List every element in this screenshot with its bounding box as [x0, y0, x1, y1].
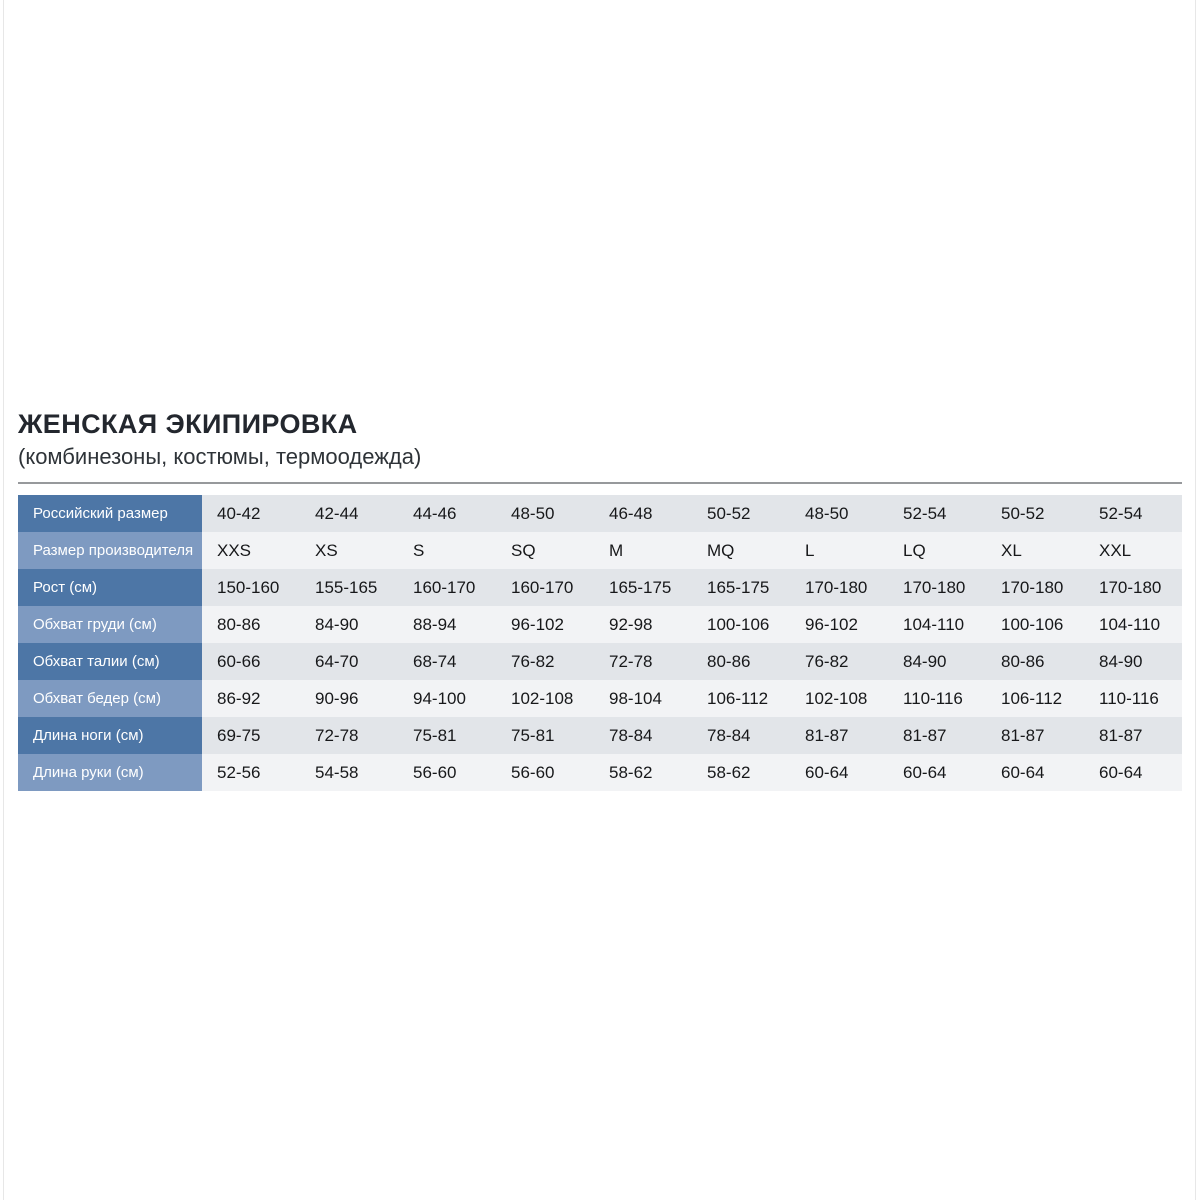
size-cell: 46-48 — [594, 495, 692, 532]
size-cell: 150-160 — [202, 569, 300, 606]
size-cell: 50-52 — [692, 495, 790, 532]
row-header-label: Длина руки (см) — [18, 754, 202, 791]
size-cell: 90-96 — [300, 680, 398, 717]
size-cell: 155-165 — [300, 569, 398, 606]
page-edge-left — [3, 0, 4, 1200]
size-cell: 170-180 — [986, 569, 1084, 606]
size-cell: 50-52 — [986, 495, 1084, 532]
table-row — [18, 717, 1182, 754]
row-header-label: Длина ноги (см) — [18, 717, 202, 754]
size-cell: 75-81 — [398, 717, 496, 754]
size-cell: 110-116 — [888, 680, 986, 717]
size-cell: 84-90 — [1084, 643, 1182, 680]
size-cell: 170-180 — [790, 569, 888, 606]
size-cell: 100-106 — [692, 606, 790, 643]
size-cell: 58-62 — [594, 754, 692, 791]
size-cell: 72-78 — [300, 717, 398, 754]
size-cell: 40-42 — [202, 495, 300, 532]
size-cell: 56-60 — [496, 754, 594, 791]
size-cell: 160-170 — [496, 569, 594, 606]
size-cell: 76-82 — [496, 643, 594, 680]
divider-line — [18, 482, 1182, 484]
size-table-body — [18, 495, 1182, 791]
size-cell: 54-58 — [300, 754, 398, 791]
size-cell: 64-70 — [300, 643, 398, 680]
size-cell: MQ — [692, 532, 790, 569]
size-cell: 81-87 — [888, 717, 986, 754]
size-table — [18, 495, 1182, 791]
size-cell: 84-90 — [300, 606, 398, 643]
size-cell: XS — [300, 532, 398, 569]
size-cell: 102-108 — [496, 680, 594, 717]
size-chart-section — [18, 408, 1182, 791]
row-header-label: Обхват талии (см) — [18, 643, 202, 680]
size-cell: 58-62 — [692, 754, 790, 791]
size-cell: 44-46 — [398, 495, 496, 532]
size-cell: 69-75 — [202, 717, 300, 754]
size-cell: 52-54 — [1084, 495, 1182, 532]
size-cell: 106-112 — [986, 680, 1084, 717]
size-cell: 92-98 — [594, 606, 692, 643]
table-row — [18, 532, 1182, 569]
row-header-label: Обхват бедер (см) — [18, 680, 202, 717]
table-row — [18, 754, 1182, 791]
table-row — [18, 643, 1182, 680]
size-cell: 78-84 — [692, 717, 790, 754]
size-cell: 80-86 — [202, 606, 300, 643]
size-cell: 78-84 — [594, 717, 692, 754]
size-cell: 104-110 — [1084, 606, 1182, 643]
row-header-label: Рост (см) — [18, 569, 202, 606]
table-row — [18, 680, 1182, 717]
size-cell: 170-180 — [888, 569, 986, 606]
size-cell: XXL — [1084, 532, 1182, 569]
size-cell: XL — [986, 532, 1084, 569]
size-cell: LQ — [888, 532, 986, 569]
size-cell: 106-112 — [692, 680, 790, 717]
size-cell: 81-87 — [1084, 717, 1182, 754]
size-cell: 48-50 — [790, 495, 888, 532]
row-header-label: Размер производителя — [18, 532, 202, 569]
size-cell: XXS — [202, 532, 300, 569]
size-cell: 75-81 — [496, 717, 594, 754]
size-cell: 60-64 — [888, 754, 986, 791]
size-cell: S — [398, 532, 496, 569]
size-cell: 102-108 — [790, 680, 888, 717]
size-cell: 81-87 — [986, 717, 1084, 754]
page-title: ЖЕНСКАЯ ЭКИПИРОВКА — [18, 409, 358, 439]
page-edge-right — [1195, 0, 1196, 1200]
size-cell: 104-110 — [888, 606, 986, 643]
size-cell: 96-102 — [496, 606, 594, 643]
table-row — [18, 606, 1182, 643]
size-cell: 165-175 — [692, 569, 790, 606]
size-cell: 86-92 — [202, 680, 300, 717]
size-cell: 48-50 — [496, 495, 594, 532]
size-cell: 165-175 — [594, 569, 692, 606]
row-header-label: Обхват груди (см) — [18, 606, 202, 643]
size-cell: 42-44 — [300, 495, 398, 532]
size-cell: 80-86 — [692, 643, 790, 680]
table-row — [18, 495, 1182, 532]
size-cell: 52-54 — [888, 495, 986, 532]
size-cell: 60-64 — [1084, 754, 1182, 791]
size-cell: 110-116 — [1084, 680, 1182, 717]
size-cell: 88-94 — [398, 606, 496, 643]
size-cell: 52-56 — [202, 754, 300, 791]
size-cell: 60-64 — [986, 754, 1084, 791]
size-cell: 100-106 — [986, 606, 1084, 643]
size-cell: 80-86 — [986, 643, 1084, 680]
size-cell: 68-74 — [398, 643, 496, 680]
size-cell: 72-78 — [594, 643, 692, 680]
size-cell: 81-87 — [790, 717, 888, 754]
size-cell: 94-100 — [398, 680, 496, 717]
size-cell: 98-104 — [594, 680, 692, 717]
size-cell: L — [790, 532, 888, 569]
page-subtitle: (комбинезоны, костюмы, термоодежда) — [18, 444, 422, 469]
size-cell: 76-82 — [790, 643, 888, 680]
size-cell: 84-90 — [888, 643, 986, 680]
size-cell: 170-180 — [1084, 569, 1182, 606]
size-cell: 96-102 — [790, 606, 888, 643]
size-cell: SQ — [496, 532, 594, 569]
size-cell: M — [594, 532, 692, 569]
size-cell: 56-60 — [398, 754, 496, 791]
size-cell: 60-66 — [202, 643, 300, 680]
row-header-label: Российский размер — [18, 495, 202, 532]
size-cell: 160-170 — [398, 569, 496, 606]
table-row — [18, 569, 1182, 606]
size-cell: 60-64 — [790, 754, 888, 791]
